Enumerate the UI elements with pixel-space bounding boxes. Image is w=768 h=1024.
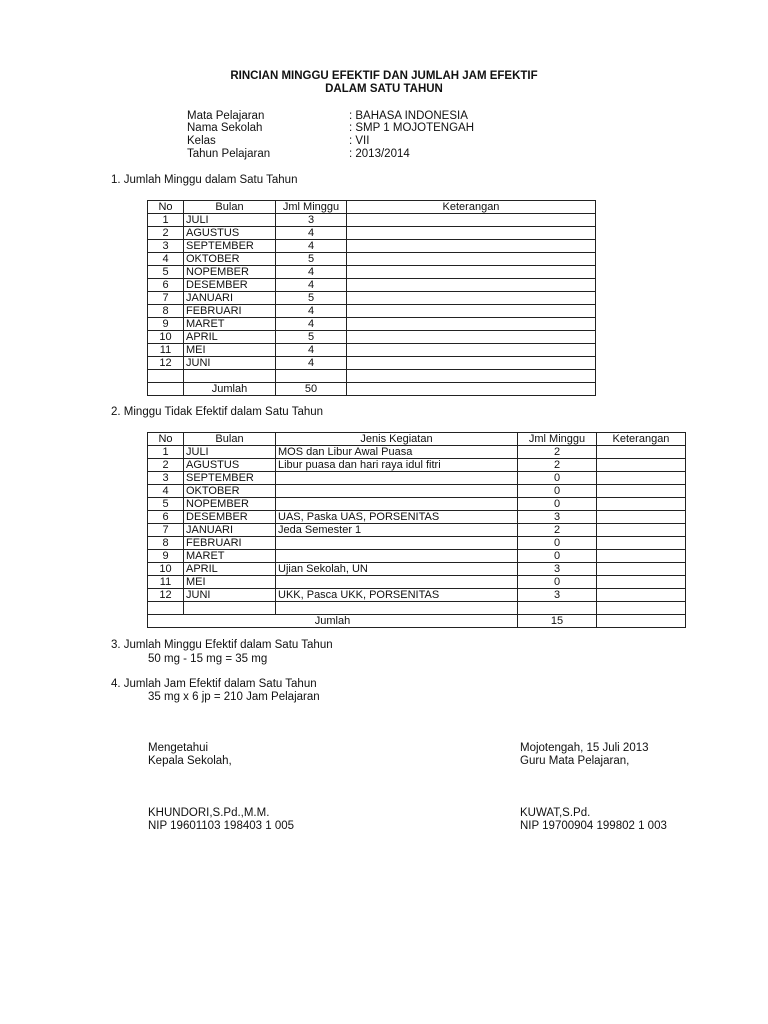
cell-jml-minggu: 0 [518,550,597,563]
document-title-line1: RINCIAN MINGGU EFEKTIF DAN JUMLAH JAM EFEKTIF [230,70,538,82]
cell-keterangan [347,318,596,331]
cell-jml-minggu: 3 [518,511,597,524]
table-row [148,253,596,266]
cell-bulan: SEPTEMBER [184,472,276,485]
cell-keterangan [597,485,686,498]
table-row [148,266,596,279]
cell-keterangan [347,292,596,305]
cell-no: 8 [148,537,184,550]
cell-no: 7 [148,524,184,537]
header-keterangan: Keterangan [597,433,686,446]
cell-keterangan [347,344,596,357]
cell-bulan: NOPEMBER [184,498,276,511]
cell-jml-minggu: 0 [518,485,597,498]
cell-keterangan [597,563,686,576]
cell-bulan: NOPEMBER [184,266,276,279]
table-row [148,331,596,344]
table-row [148,227,596,240]
cell-no: 2 [148,227,184,240]
table-row [148,344,596,357]
section3-formula: 50 mg - 15 mg = 35 mg [148,653,268,665]
info-label: Tahun Pelajaran [187,148,271,160]
cell-keterangan [597,498,686,511]
cell-empty [347,383,596,396]
header-bulan: Bulan [184,201,276,214]
cell-empty [148,370,184,383]
info-value: : SMP 1 MOJOTENGAH [349,122,475,134]
cell-keterangan [347,266,596,279]
cell-keterangan [597,459,686,472]
total-label: Jumlah [184,383,276,396]
table-minggu-tahun [147,200,596,396]
table-row [148,511,686,524]
cell-no: 11 [148,344,184,357]
signature-right-nip: NIP 19700904 199802 1 003 [520,820,667,832]
table-row [148,485,686,498]
header-no: No [148,201,184,214]
header-keterangan: Keterangan [347,201,596,214]
cell-no: 12 [148,589,184,602]
cell-bulan: DESEMBER [184,279,276,292]
info-value: : 2013/2014 [349,148,410,160]
signature-left-name: KHUNDORI,S.Pd.,M.M. [148,807,270,819]
cell-jenis-kegiatan: MOS dan Libur Awal Puasa [276,446,518,459]
cell-empty [347,370,596,383]
cell-no: 4 [148,485,184,498]
table-row [148,537,686,550]
cell-no: 6 [148,279,184,292]
cell-bulan: JUNI [184,589,276,602]
cell-keterangan [597,537,686,550]
cell-keterangan [347,214,596,227]
cell-bulan: FEBRUARI [184,305,276,318]
cell-jml-minggu: 0 [518,537,597,550]
cell-jenis-kegiatan: Jeda Semester 1 [276,524,518,537]
cell-keterangan [347,240,596,253]
table-minggu-tidak-efektif [147,432,686,628]
cell-jml-minggu: 3 [518,589,597,602]
document-title-line2: DALAM SATU TAHUN [325,83,443,95]
signature-right-role: Guru Mata Pelajaran, [520,755,630,767]
header-no: No [148,433,184,446]
cell-jenis-kegiatan: UAS, Paska UAS, PORSENITAS [276,511,518,524]
cell-jenis-kegiatan [276,576,518,589]
cell-bulan: SEPTEMBER [184,240,276,253]
table-row [148,279,596,292]
cell-empty [184,602,276,615]
cell-empty [148,602,184,615]
cell-bulan: MEI [184,344,276,357]
table-header-row [148,201,596,214]
cell-no: 2 [148,459,184,472]
cell-no: 5 [148,498,184,511]
cell-jml-minggu: 5 [276,292,347,305]
cell-keterangan [597,472,686,485]
cell-jenis-kegiatan [276,472,518,485]
cell-no: 3 [148,472,184,485]
cell-jenis-kegiatan [276,550,518,563]
cell-keterangan [347,331,596,344]
cell-keterangan [347,253,596,266]
signature-left-line1: Mengetahui [148,742,209,754]
cell-bulan: APRIL [184,563,276,576]
table-row-total [148,615,686,628]
info-value: : BAHASA INDONESIA [349,110,468,122]
cell-bulan: JULI [184,214,276,227]
cell-empty [276,370,347,383]
table-row [148,563,686,576]
table-row-blank [148,370,596,383]
table-row [148,240,596,253]
total-label: Jumlah [148,615,518,628]
cell-no: 1 [148,446,184,459]
cell-keterangan [347,357,596,370]
cell-jenis-kegiatan: UKK, Pasca UKK, PORSENITAS [276,589,518,602]
table-row [148,318,596,331]
cell-no: 11 [148,576,184,589]
cell-jml-minggu: 4 [276,305,347,318]
cell-no: 9 [148,550,184,563]
cell-jml-minggu: 3 [276,214,347,227]
header-jml-minggu: Jml Minggu [276,201,347,214]
cell-no: 6 [148,511,184,524]
cell-jenis-kegiatan [276,485,518,498]
info-label: Mata Pelajaran [187,110,265,122]
cell-jml-minggu: 3 [518,563,597,576]
cell-empty [597,602,686,615]
cell-no: 3 [148,240,184,253]
cell-keterangan [597,446,686,459]
cell-jml-minggu: 2 [518,446,597,459]
cell-no: 12 [148,357,184,370]
cell-jenis-kegiatan: Libur puasa dan hari raya idul fitri [276,459,518,472]
cell-bulan: MARET [184,550,276,563]
cell-empty [184,370,276,383]
cell-keterangan [597,524,686,537]
table-row [148,214,596,227]
table-row [148,305,596,318]
cell-empty [597,615,686,628]
cell-bulan: JANUARI [184,524,276,537]
cell-bulan: JULI [184,446,276,459]
cell-jml-minggu: 2 [518,524,597,537]
cell-empty [276,602,518,615]
cell-bulan: FEBRUARI [184,537,276,550]
cell-empty [518,602,597,615]
signature-right-date: Mojotengah, 15 Juli 2013 [520,742,649,754]
info-label: Nama Sekolah [187,122,263,134]
cell-jml-minggu: 4 [276,318,347,331]
table-row [148,446,686,459]
total-value: 15 [518,615,597,628]
info-label: Kelas [187,135,216,147]
cell-bulan: JANUARI [184,292,276,305]
section4-heading: 4. Jumlah Jam Efektif dalam Satu Tahun [111,678,317,690]
cell-jml-minggu: 2 [518,459,597,472]
total-value: 50 [276,383,347,396]
cell-keterangan [597,576,686,589]
cell-jml-minggu: 4 [276,266,347,279]
info-value: : VII [349,135,370,147]
cell-keterangan [347,305,596,318]
section2-heading: 2. Minggu Tidak Efektif dalam Satu Tahun [111,406,324,418]
cell-jenis-kegiatan [276,537,518,550]
cell-keterangan [347,227,596,240]
cell-no: 4 [148,253,184,266]
section1-heading: 1. Jumlah Minggu dalam Satu Tahun [111,174,298,186]
table-header-row [148,433,686,446]
table-row [148,524,686,537]
cell-jml-minggu: 5 [276,331,347,344]
header-bulan: Bulan [184,433,276,446]
cell-keterangan [597,550,686,563]
cell-jml-minggu: 0 [518,472,597,485]
cell-jenis-kegiatan [276,498,518,511]
section3-heading: 3. Jumlah Minggu Efektif dalam Satu Tahun [111,639,333,651]
cell-bulan: MEI [184,576,276,589]
header-jml-minggu: Jml Minggu [518,433,597,446]
cell-bulan: APRIL [184,331,276,344]
section4-formula: 35 mg x 6 jp = 210 Jam Pelajaran [148,691,320,703]
signature-left-nip: NIP 19601103 198403 1 005 [148,820,295,832]
signature-left-role: Kepala Sekolah, [148,755,232,767]
table-row [148,498,686,511]
cell-jml-minggu: 0 [518,576,597,589]
cell-jml-minggu: 4 [276,344,347,357]
table-row [148,292,596,305]
cell-bulan: DESEMBER [184,511,276,524]
signature-right-name: KUWAT,S.Pd. [520,807,591,819]
table-row [148,459,686,472]
cell-empty [148,383,184,396]
cell-bulan: JUNI [184,357,276,370]
cell-keterangan [597,511,686,524]
table-row [148,550,686,563]
cell-bulan: OKTOBER [184,485,276,498]
cell-no: 8 [148,305,184,318]
cell-bulan: AGUSTUS [184,459,276,472]
table-row [148,589,686,602]
cell-keterangan [347,279,596,292]
header-jenis-kegiatan: Jenis Kegiatan [276,433,518,446]
cell-jml-minggu: 0 [518,498,597,511]
cell-no: 9 [148,318,184,331]
cell-jml-minggu: 4 [276,227,347,240]
cell-jml-minggu: 4 [276,279,347,292]
table-row [148,472,686,485]
table-row-blank [148,602,686,615]
table-row [148,357,596,370]
cell-jml-minggu: 4 [276,357,347,370]
cell-bulan: MARET [184,318,276,331]
cell-no: 7 [148,292,184,305]
cell-no: 10 [148,331,184,344]
cell-keterangan [597,589,686,602]
cell-jml-minggu: 4 [276,240,347,253]
cell-jenis-kegiatan: Ujian Sekolah, UN [276,563,518,576]
cell-jml-minggu: 5 [276,253,347,266]
cell-no: 10 [148,563,184,576]
cell-bulan: OKTOBER [184,253,276,266]
cell-no: 5 [148,266,184,279]
table-row-total [148,383,596,396]
cell-bulan: AGUSTUS [184,227,276,240]
table-row [148,576,686,589]
cell-no: 1 [148,214,184,227]
